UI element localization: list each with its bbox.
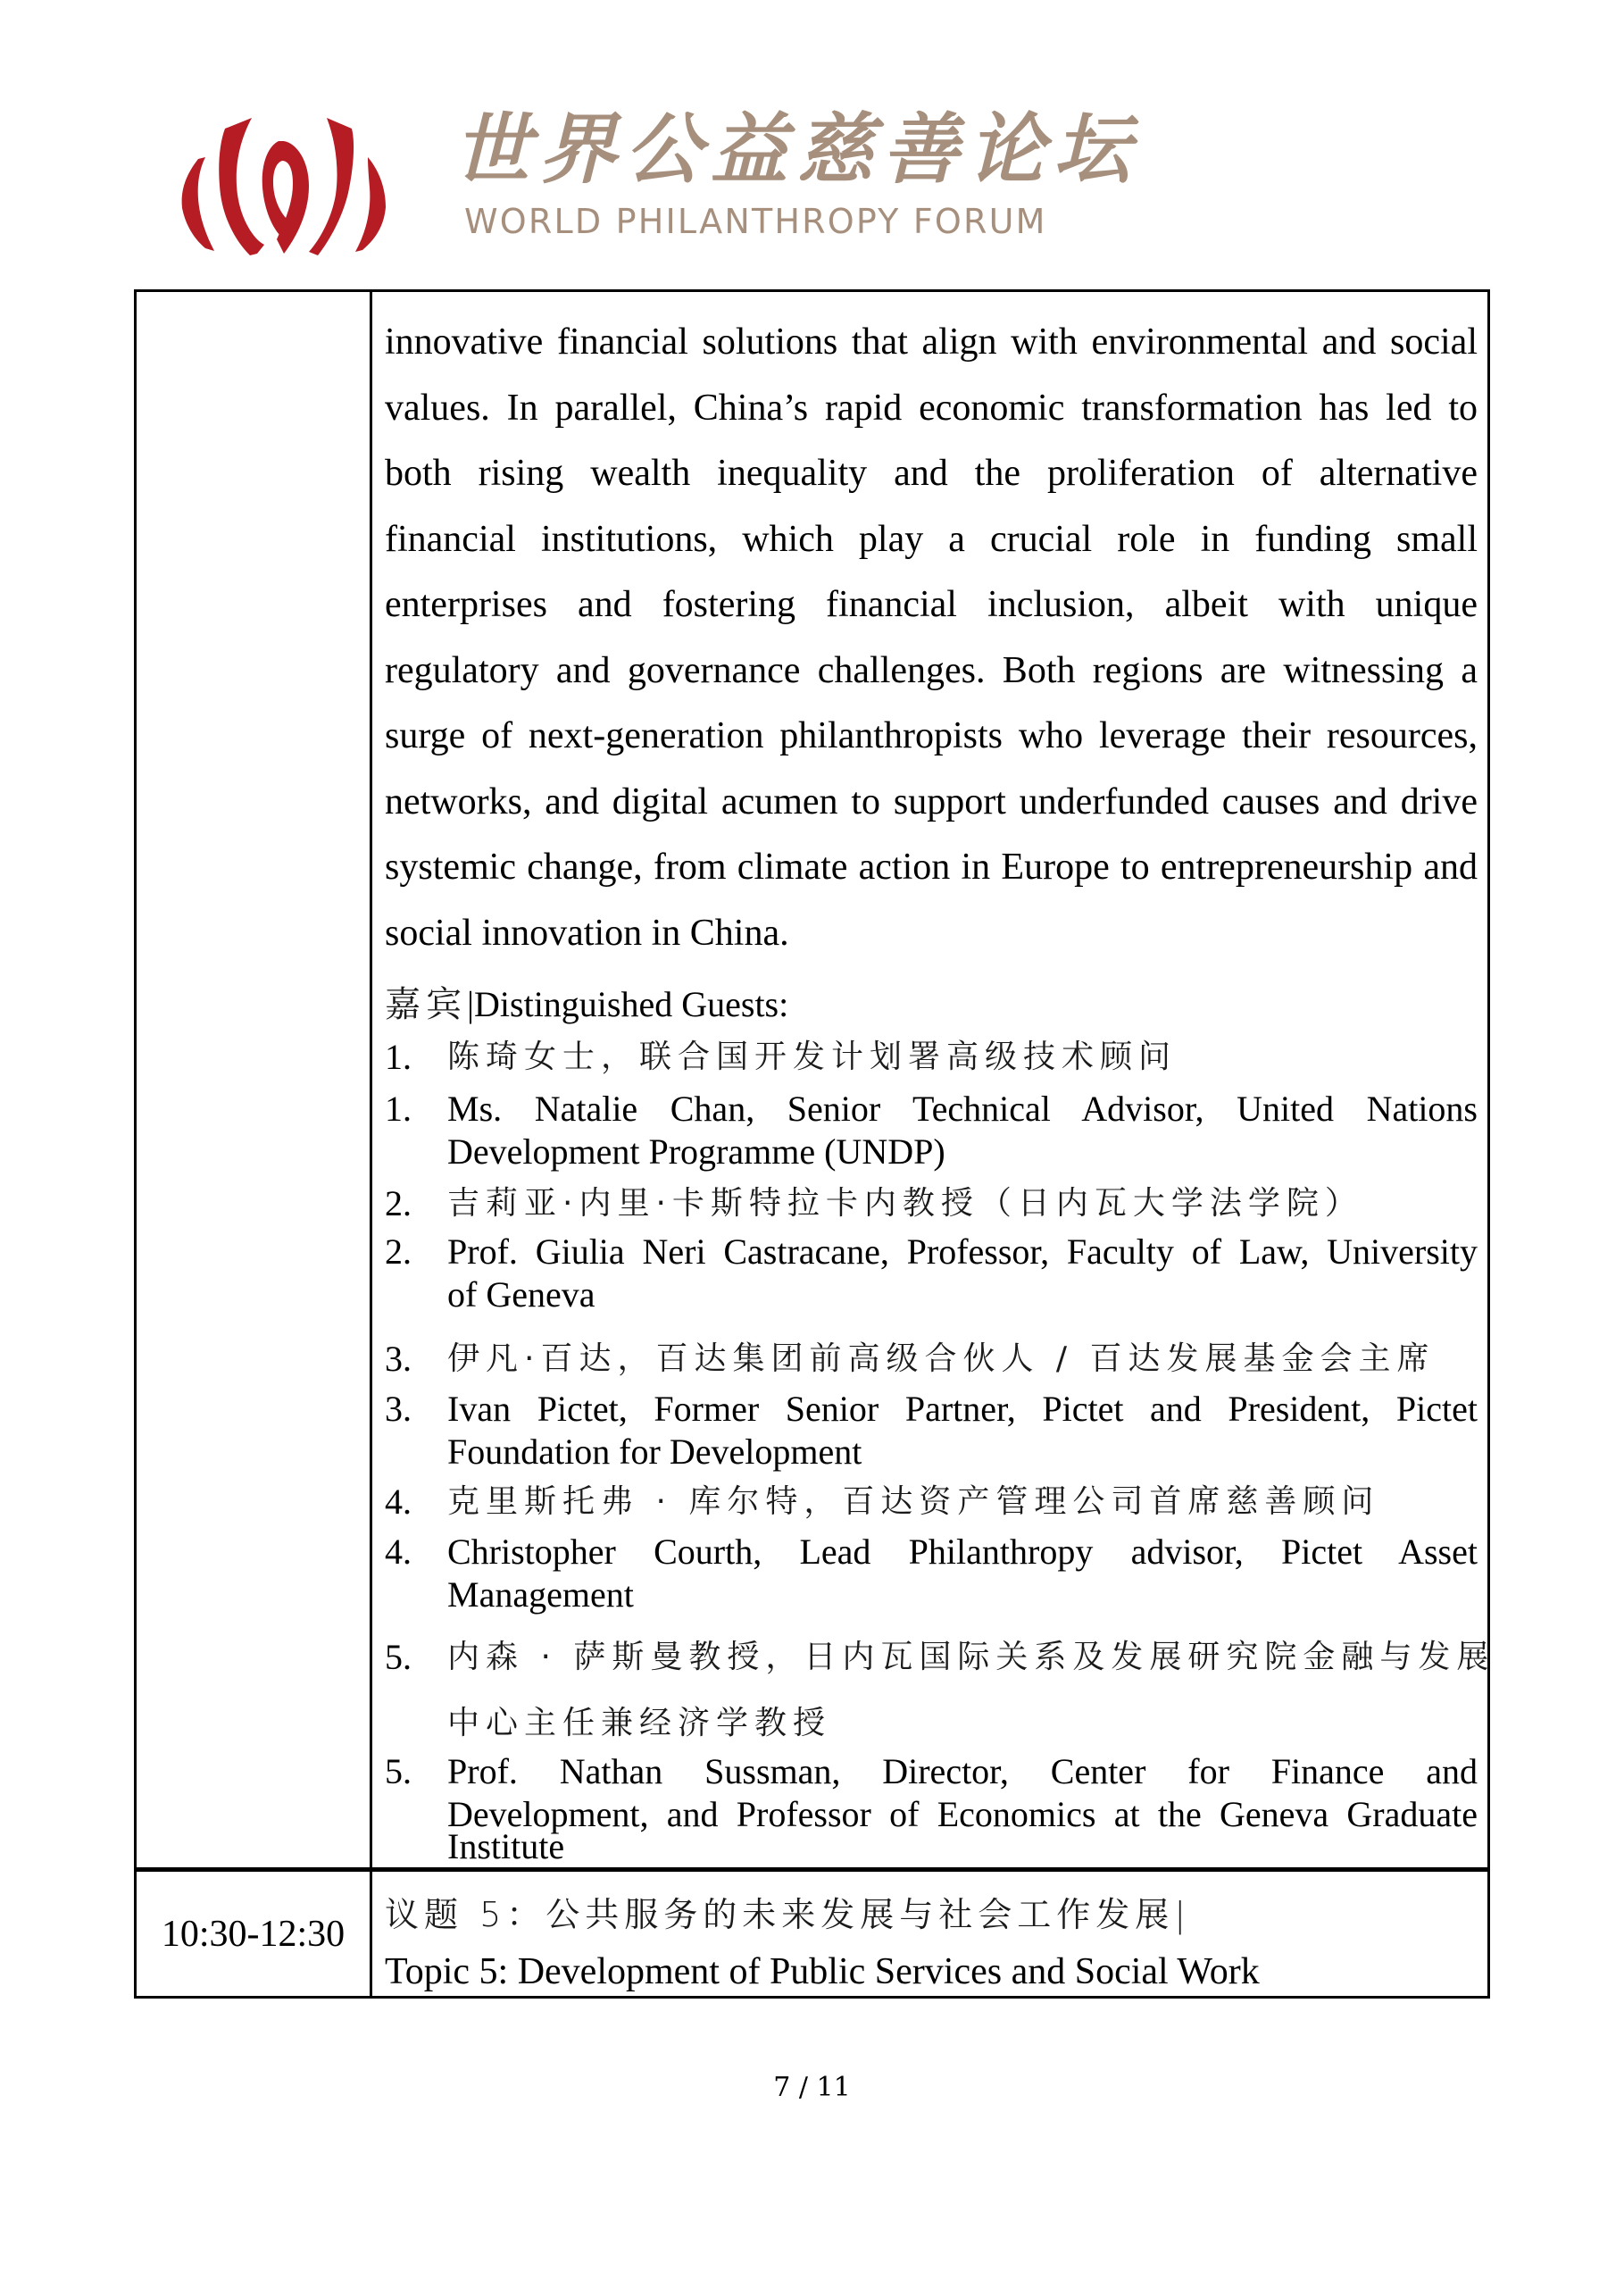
guest-name-en: Prof. Giulia Neri Castracane, Professor, Faculty of Law, University: [447, 1231, 1478, 1272]
guest-number: 2.: [385, 1183, 412, 1223]
forum-name-english: WORLD PHILANTHROPY FORUM: [464, 202, 1047, 241]
guest-name-cn: 内森 · 萨斯曼教授，日内瓦国际关系及发展研究院金融与发展: [447, 1639, 1495, 1675]
forum-logo-icon: [179, 105, 389, 255]
guest-name-en-continued: Institute: [447, 1826, 565, 1866]
guest-name-en-continued: Management: [447, 1574, 634, 1615]
column-divider: [370, 292, 372, 1996]
guests-heading-cn: 嘉宾: [385, 984, 467, 1025]
guest-name-cn: 伊凡·百达，百达集团前高级合伙人 / 百达发展基金会主席: [447, 1340, 1436, 1377]
forum-name-chinese: 世界公益慈善论坛: [454, 104, 1139, 195]
guest-name-en-continued: Development Programme (UNDP): [447, 1131, 945, 1172]
page-number: 7 / 11: [773, 2072, 851, 2103]
guest-name-en-continued: Development, and Professor of Economics at the Geneva Graduate: [447, 1794, 1478, 1834]
topic-title-en: Topic 5: Development of Public Services and Social Work: [385, 1951, 1260, 1992]
guest-number: 1.: [385, 1037, 412, 1077]
time-cell-empty: [137, 292, 370, 1867]
time-cell: 10:30-12:30: [161, 1914, 346, 1955]
guest-name-cn: 吉莉亚·内里·卡斯特拉卡内教授（日内瓦大学法学院）: [447, 1185, 1363, 1222]
paragraph-line: financial institutions, which play a crucial role in funding small: [385, 518, 1478, 560]
paragraph-line: systemic change, from climate action in Europe to entrepreneurship and: [385, 847, 1478, 888]
guest-number: 4.: [385, 1532, 412, 1572]
guest-number: 1.: [385, 1089, 412, 1129]
guest-name-en: Prof. Nathan Sussman, Director, Center for Finance and: [447, 1751, 1478, 1791]
paragraph-line: enterprises and fostering financial inclusion, albeit with unique: [385, 584, 1478, 625]
paragraph-line: social innovation in China.: [385, 912, 789, 954]
guest-name-cn: 陈琦女士，联合国开发计划署高级技术顾问: [447, 1039, 1178, 1075]
guest-number: 5.: [385, 1751, 412, 1791]
paragraph-line: regulatory and governance challenges. Both regions are witnessing a: [385, 649, 1478, 691]
guest-number: 2.: [385, 1231, 412, 1272]
guest-name-en: Ms. Natalie Chan, Senior Technical Advisor, United Nations: [447, 1089, 1478, 1129]
guest-name-en-continued: of Geneva: [447, 1274, 595, 1315]
guest-number: 4.: [385, 1482, 412, 1522]
topic-cell: [385, 292, 1495, 1997]
guest-number: 3.: [385, 1339, 412, 1379]
guest-name-en: Christopher Courth, Lead Philanthropy advisor, Pictet Asset: [447, 1532, 1478, 1572]
document-header: [0, 0, 1624, 268]
paragraph-line: innovative financial solutions that align with environmental and social: [385, 321, 1478, 363]
paragraph-line: surge of next-generation philanthropists who leverage their resources,: [385, 715, 1478, 756]
agenda-table: [134, 289, 1495, 1999]
paragraph-line: networks, and digital acumen to support underfunded causes and drive: [385, 780, 1478, 822]
guest-name-cn: 克里斯托弗 · 库尔特，百达资产管理公司首席慈善顾问: [447, 1483, 1380, 1520]
guest-number: 5.: [385, 1637, 412, 1677]
paragraph-line: values. In parallel, China’s rapid economic transformation has led to: [385, 387, 1478, 429]
guest-number: 3.: [385, 1389, 412, 1429]
guest-name-cn-continued: 中心主任兼经济学教授: [447, 1705, 832, 1741]
topic-title-cn: 议题 5：公共服务的未来发展与社会工作发展|: [385, 1895, 1192, 1934]
guests-heading-en: |Distinguished Guests:: [467, 984, 789, 1024]
guest-name-en: Ivan Pictet, Former Senior Partner, Pictet and President, Pictet: [447, 1389, 1478, 1429]
paragraph-line: both rising wealth inequality and the proliferation of alternative: [385, 453, 1478, 494]
guest-name-en-continued: Foundation for Development: [447, 1431, 862, 1472]
